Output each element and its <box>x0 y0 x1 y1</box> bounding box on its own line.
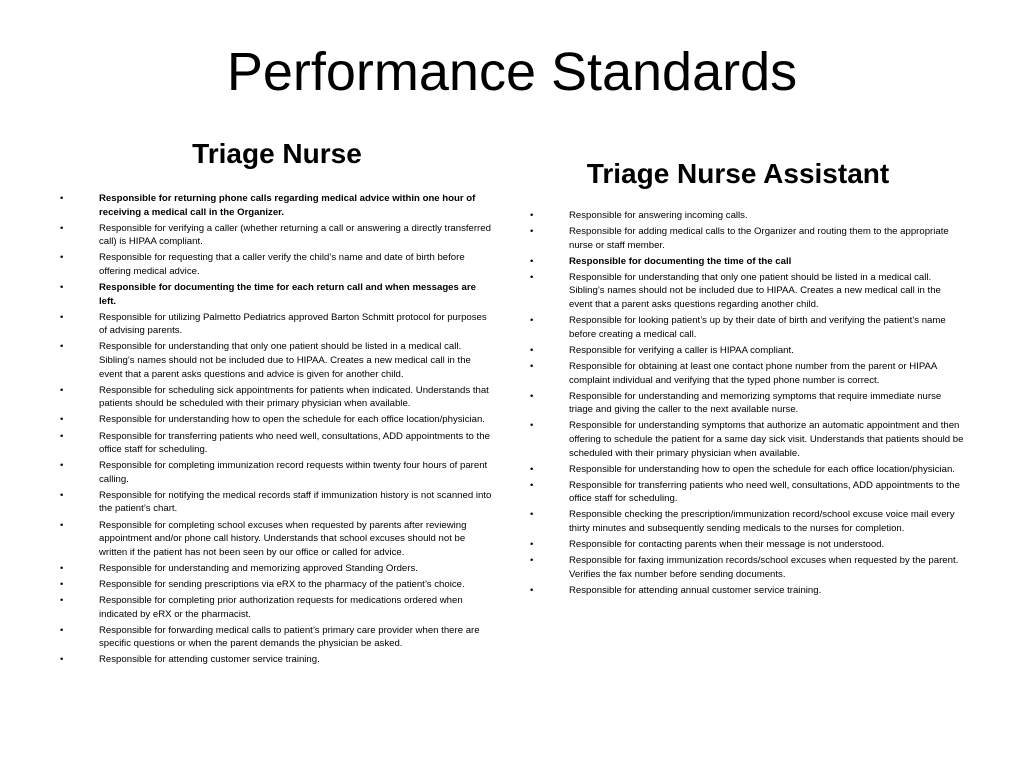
triage-nurse-heading: Triage Nurse <box>192 138 362 169</box>
list-item-text: Responsible for faxing immunization records/school excuses when requested by the parent. Verifies the fax number before sending documents. <box>569 555 959 580</box>
list-item-text: Responsible for understanding that only one patient should be listed in a medical call. Sibling’s names should not be included due to HIPAA. Creates a new medical call in the event that a parent asks questions and advice is given for another child. <box>99 341 471 380</box>
bullet-icon: • <box>60 430 64 442</box>
list-item <box>530 271 964 312</box>
list-item <box>530 479 964 506</box>
list-item-text: Responsible for documenting the time for each return call and when messages are left. <box>99 282 476 307</box>
list-item-text: Responsible checking the prescription/immunization record/school excuse voice mail every thirty minutes and subsequently sending medicals to the nurses for completion. <box>569 509 955 534</box>
bullet-icon: • <box>60 282 64 294</box>
bullet-icon: • <box>60 562 64 574</box>
list-item-text: Responsible for answering incoming calls. <box>569 210 748 221</box>
list-item-text: Responsible for returning phone calls regarding medical advice within one hour of receiving a medical call in the Organizer. <box>99 193 476 218</box>
list-item <box>60 594 494 621</box>
list-item-text: Responsible for completing immunization record requests within twenty four hours of parent calling. <box>99 460 488 485</box>
bullet-icon: • <box>60 414 64 426</box>
bullet-icon: • <box>530 420 534 432</box>
list-item-text: Responsible for understanding how to open the schedule for each office location/physician. <box>569 463 955 475</box>
list-item <box>60 413 494 427</box>
bullet-icon: • <box>60 252 64 264</box>
bullet-icon: • <box>60 654 64 666</box>
list-item-text: Responsible for requesting that a caller verify the child’s name and date of birth before offering medical advice. <box>99 252 465 277</box>
list-item-text: Responsible for transferring patients who need well, consultations, ADD appointments to the office staff for scheduling. <box>99 430 490 456</box>
bullet-icon: • <box>60 489 64 501</box>
list-item-text: Responsible for transferring patients who need well, consultations, ADD appointments to the office staff for scheduling. <box>569 479 960 505</box>
list-item <box>60 430 494 457</box>
bullet-icon: • <box>530 584 534 596</box>
triage-nurse-list <box>60 192 494 670</box>
bullet-icon: • <box>530 271 534 283</box>
list-item <box>60 311 494 338</box>
bullet-icon: • <box>60 311 64 323</box>
bullet-icon: • <box>530 555 534 567</box>
bullet-icon: • <box>60 460 64 472</box>
list-item-text: Responsible for verifying a caller (whether returning a call or answering a directly transferred call) is HIPAA compliant. <box>99 222 491 248</box>
bullet-icon: • <box>530 226 534 238</box>
list-item <box>60 459 494 486</box>
list-item <box>530 344 964 358</box>
bullet-icon: • <box>530 479 534 491</box>
list-item-text: Responsible for completing prior authorization requests for medications ordered when indicated by eRX or the pharmacist. <box>99 595 463 620</box>
bullet-icon: • <box>60 222 64 234</box>
list-item-text: Responsible for understanding and memorizing symptoms that require immediate nurse triage and giving the caller to the next available nurse. <box>569 390 942 416</box>
list-item-text: Responsible for understanding how to open the schedule for each office location/physician. <box>99 414 485 426</box>
list-item <box>530 554 964 581</box>
list-item <box>60 653 494 667</box>
triage-nurse-assistant-list <box>530 209 964 600</box>
list-item <box>60 281 494 308</box>
bullet-icon: • <box>60 384 64 396</box>
list-item <box>60 489 494 516</box>
list-item <box>530 314 964 341</box>
list-item <box>60 340 494 381</box>
bullet-icon: • <box>530 315 534 327</box>
list-item <box>530 209 964 223</box>
list-item-text: Responsible for understanding and memorizing approved Standing Orders. <box>99 562 418 574</box>
list-item <box>60 519 494 560</box>
list-item <box>60 624 494 651</box>
bullet-icon: • <box>530 360 534 372</box>
list-item-text: Responsible for sending prescriptions via eRX to the pharmacy of the patient’s choice. <box>99 578 465 590</box>
list-item <box>60 251 494 278</box>
triage-nurse-assistant-heading: Triage Nurse Assistant <box>586 158 890 189</box>
list-item-text: Responsible for attending customer service training. <box>99 654 320 666</box>
bullet-icon: • <box>60 595 64 607</box>
bullet-icon: • <box>60 578 64 590</box>
bullet-icon: • <box>60 519 64 531</box>
bullet-icon: • <box>60 341 64 353</box>
list-item-text: Responsible for looking patient’s up by their date of birth and verifying the patient’s name before creating a medical call. <box>569 315 946 340</box>
list-item <box>530 463 964 477</box>
list-item <box>60 192 494 219</box>
list-item <box>530 225 964 252</box>
page-title: Performance Standards <box>226 42 798 102</box>
list-item <box>60 222 494 249</box>
list-item <box>530 538 964 552</box>
list-item <box>60 562 494 576</box>
list-item-text: Responsible for adding medical calls to the Organizer and routing them to the appropriate nurse or staff member. <box>569 226 949 251</box>
list-item <box>530 360 964 387</box>
list-item-text: Responsible for obtaining at least one contact phone number from the parent or HIPAA complaint individual and verifying that the typed phone number is correct. <box>569 360 937 386</box>
bullet-icon: • <box>530 344 534 356</box>
list-item-text: Responsible for contacting parents when their message is not understood. <box>569 539 885 551</box>
list-item <box>530 508 964 535</box>
list-item-text: Responsible for attending annual customer service training. <box>569 584 822 596</box>
bullet-icon: • <box>530 390 534 402</box>
list-item-text: Responsible for understanding symptoms that authorize an automatic appointment and then offering to schedule the patient for a same day sick visit. Understands that patients should be scheduled with their primary physician when available. <box>569 420 964 459</box>
list-item-text: Responsible for verifying a caller is HIPAA compliant. <box>569 344 794 356</box>
list-item <box>60 384 494 411</box>
list-item-text: Responsible for utilizing Palmetto Pediatrics approved Barton Schmitt protocol for purposes of advising parents. <box>99 311 487 337</box>
bullet-icon: • <box>530 539 534 551</box>
list-item-text: Responsible for understanding that only one patient should be listed in a medical call. Sibling’s names should not be included due to HIPAA. Creates a new medical call in the event that a parent asks questions regarding another child. <box>569 271 941 311</box>
bullet-icon: • <box>530 463 534 475</box>
list-item <box>60 578 494 592</box>
bullet-icon: • <box>60 193 64 204</box>
list-item <box>530 584 964 598</box>
list-item <box>530 419 964 460</box>
list-item-text: Responsible for forwarding medical calls to patient’s primary care provider when there are specific questions or when the parent demands the physician be asked. <box>99 624 480 650</box>
list-item <box>530 255 964 269</box>
bullet-icon: • <box>530 255 534 267</box>
list-item-text: Responsible for documenting the time of the call <box>569 255 792 267</box>
bullet-icon: • <box>530 509 534 521</box>
list-item-text: Responsible for notifying the medical records staff if immunization history is not scanned into the patient’s chart. <box>99 489 492 515</box>
bullet-icon: • <box>530 210 534 221</box>
list-item <box>530 390 964 417</box>
list-item-text: Responsible for completing school excuses when requested by parents after reviewing appointment and/or phone call history. Understands that school excuses should not be written if the patient has not been seen by our office or called for advice. <box>99 519 467 558</box>
bullet-icon: • <box>60 624 64 636</box>
list-item-text: Responsible for scheduling sick appointments for patients when indicated. Understands that patients should be scheduled with their primary physician when available. <box>99 384 489 410</box>
